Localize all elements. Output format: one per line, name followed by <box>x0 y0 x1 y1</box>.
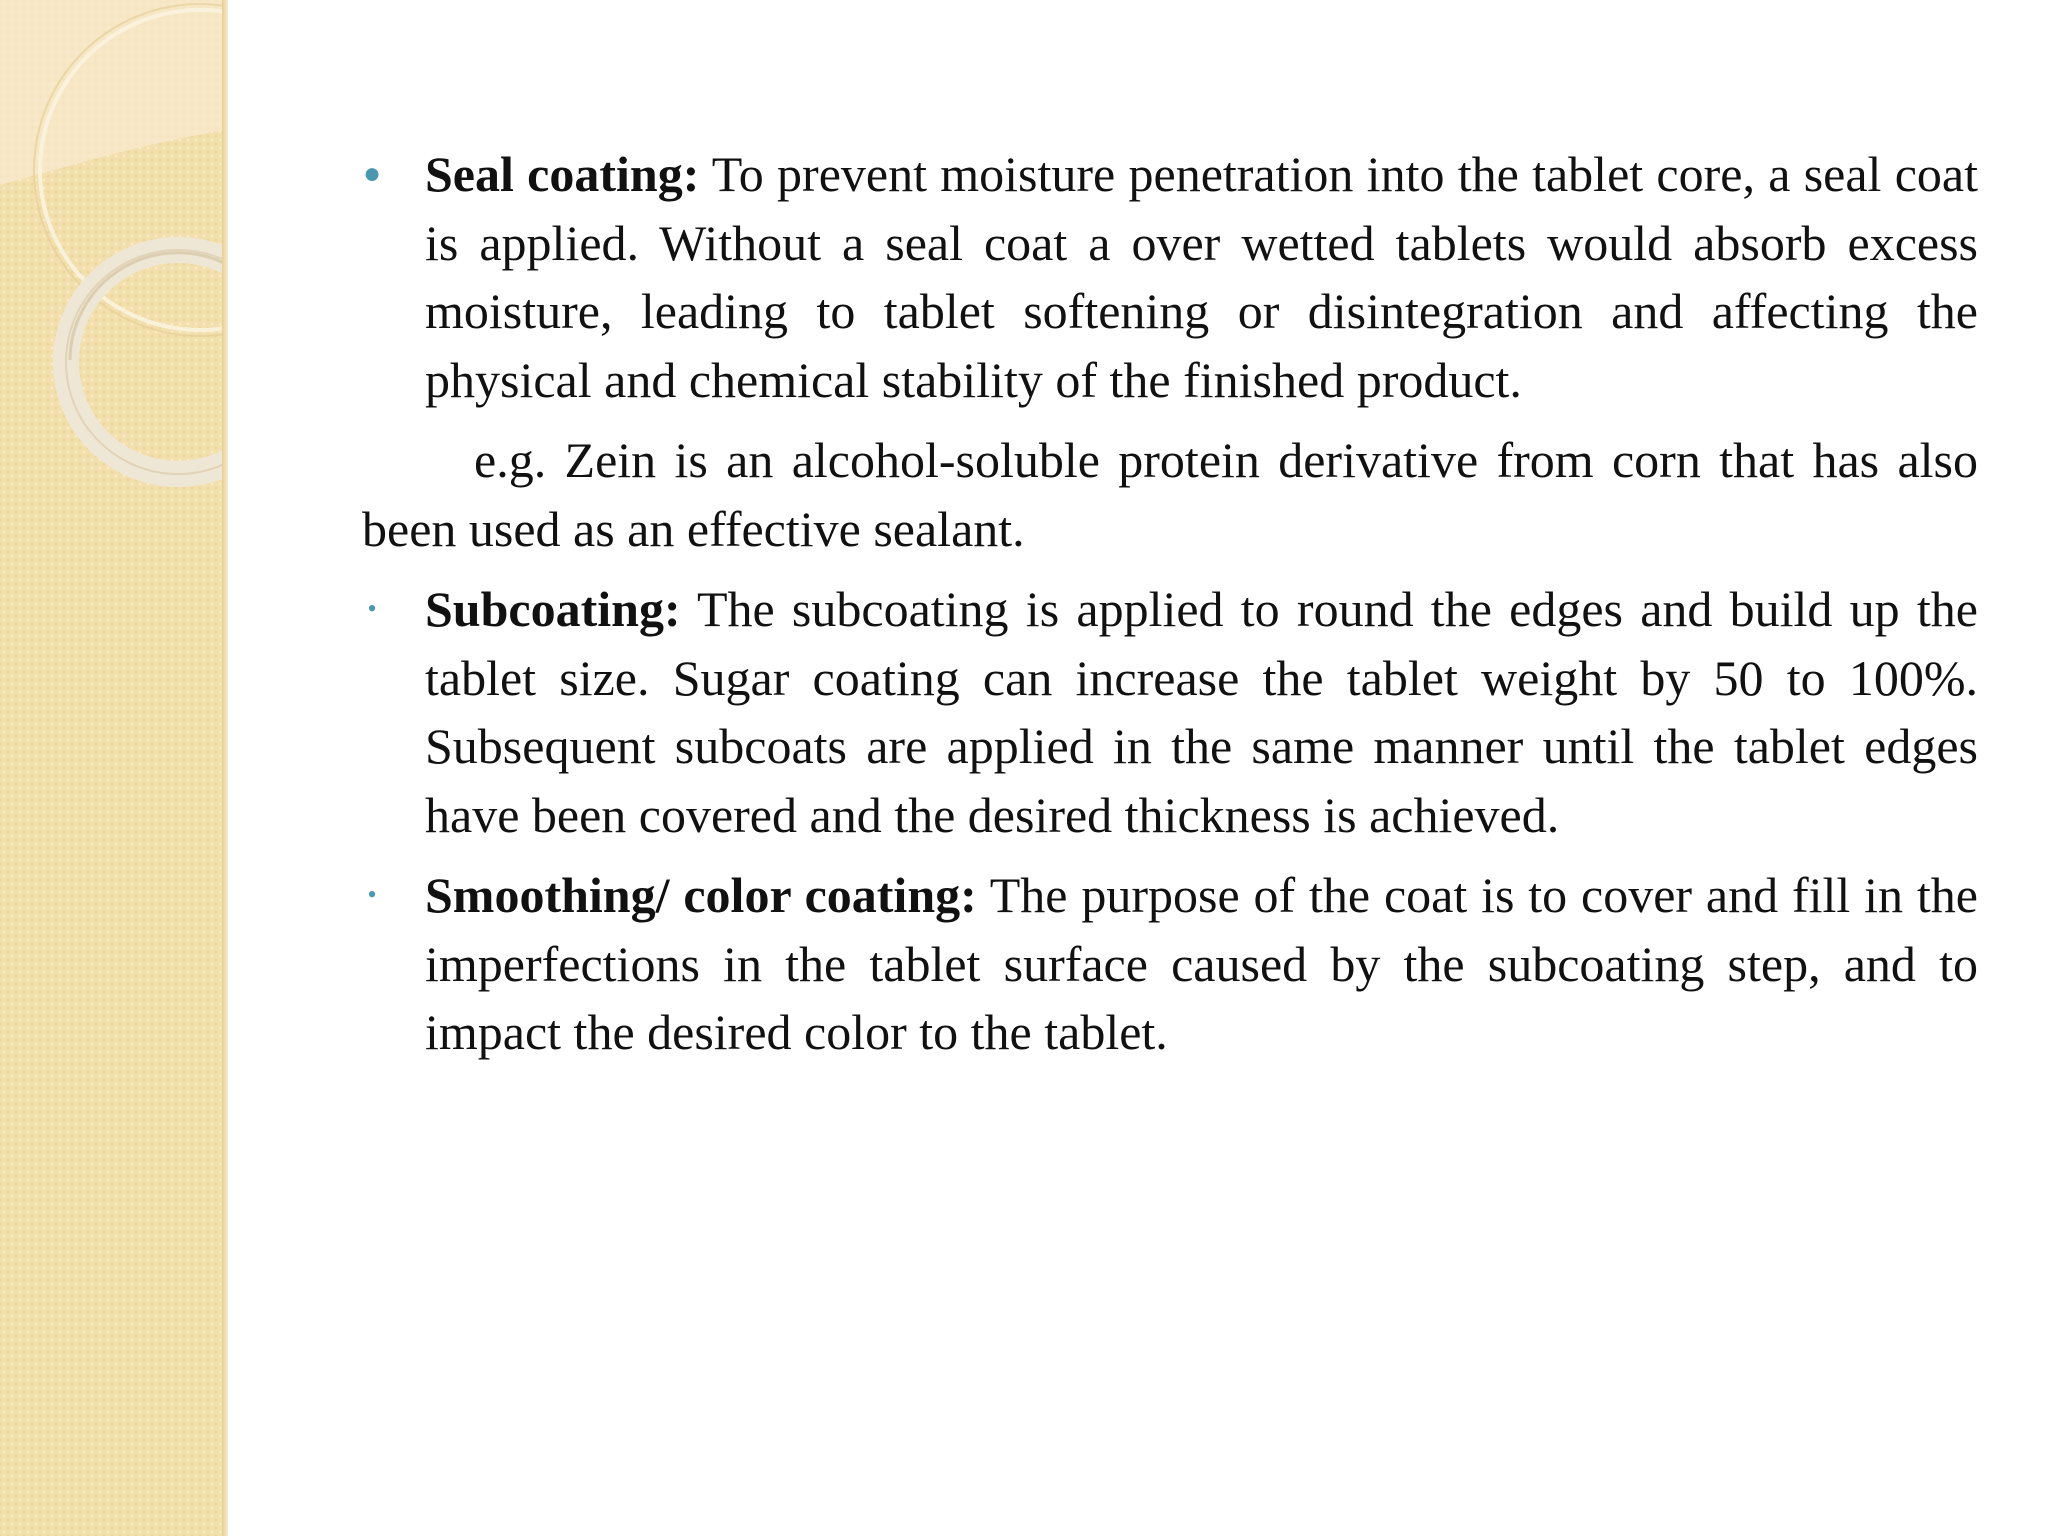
bullet-title: Seal coating: <box>425 146 700 202</box>
bullet-seal-coating <box>362 140 1978 414</box>
bullet-title: Subcoating: <box>425 581 681 637</box>
decorative-sidebar <box>0 0 228 1536</box>
circle-bullet-icon: • <box>367 880 377 909</box>
bullet-title: Smoothing/ color coating: <box>425 867 977 923</box>
example-paragraph: e.g. Zein is an alcohol-soluble protein derivative from corn that has also been used as an effective sealant. <box>362 432 1978 557</box>
bullet-text: The subcoating is applied to round the edges and build up the tablet size. Sugar coating can increase the tablet weight by 50 to 100%. Subsequent subcoats are applied in the same manner until the tablet edges have been covered and the desired thickness is achieved. <box>425 581 1978 843</box>
decorative-rings-icon <box>0 0 228 520</box>
slide-content <box>362 140 1978 1079</box>
bullet-smoothing-color-coating <box>362 861 1978 1067</box>
circle-bullet-icon: • <box>367 594 377 623</box>
sidebar-edge <box>222 0 228 1536</box>
circle-bullet-icon: ● <box>362 157 382 190</box>
bullet-text: The purpose of the coat is to cover and fill in the imperfections in the tablet surface caused by the subcoating step, and to impact the desired color to the tablet. <box>425 867 1978 1060</box>
bullet-text: To prevent moisture penetration into the tablet core, a seal coat is applied. Without a seal coat a over wetted tablets would absorb excess moisture, leading to tablet softening or disintegration and affecting the physical and chemical stability of the finished product. <box>425 146 1978 408</box>
bullet-subcoating <box>362 575 1978 849</box>
